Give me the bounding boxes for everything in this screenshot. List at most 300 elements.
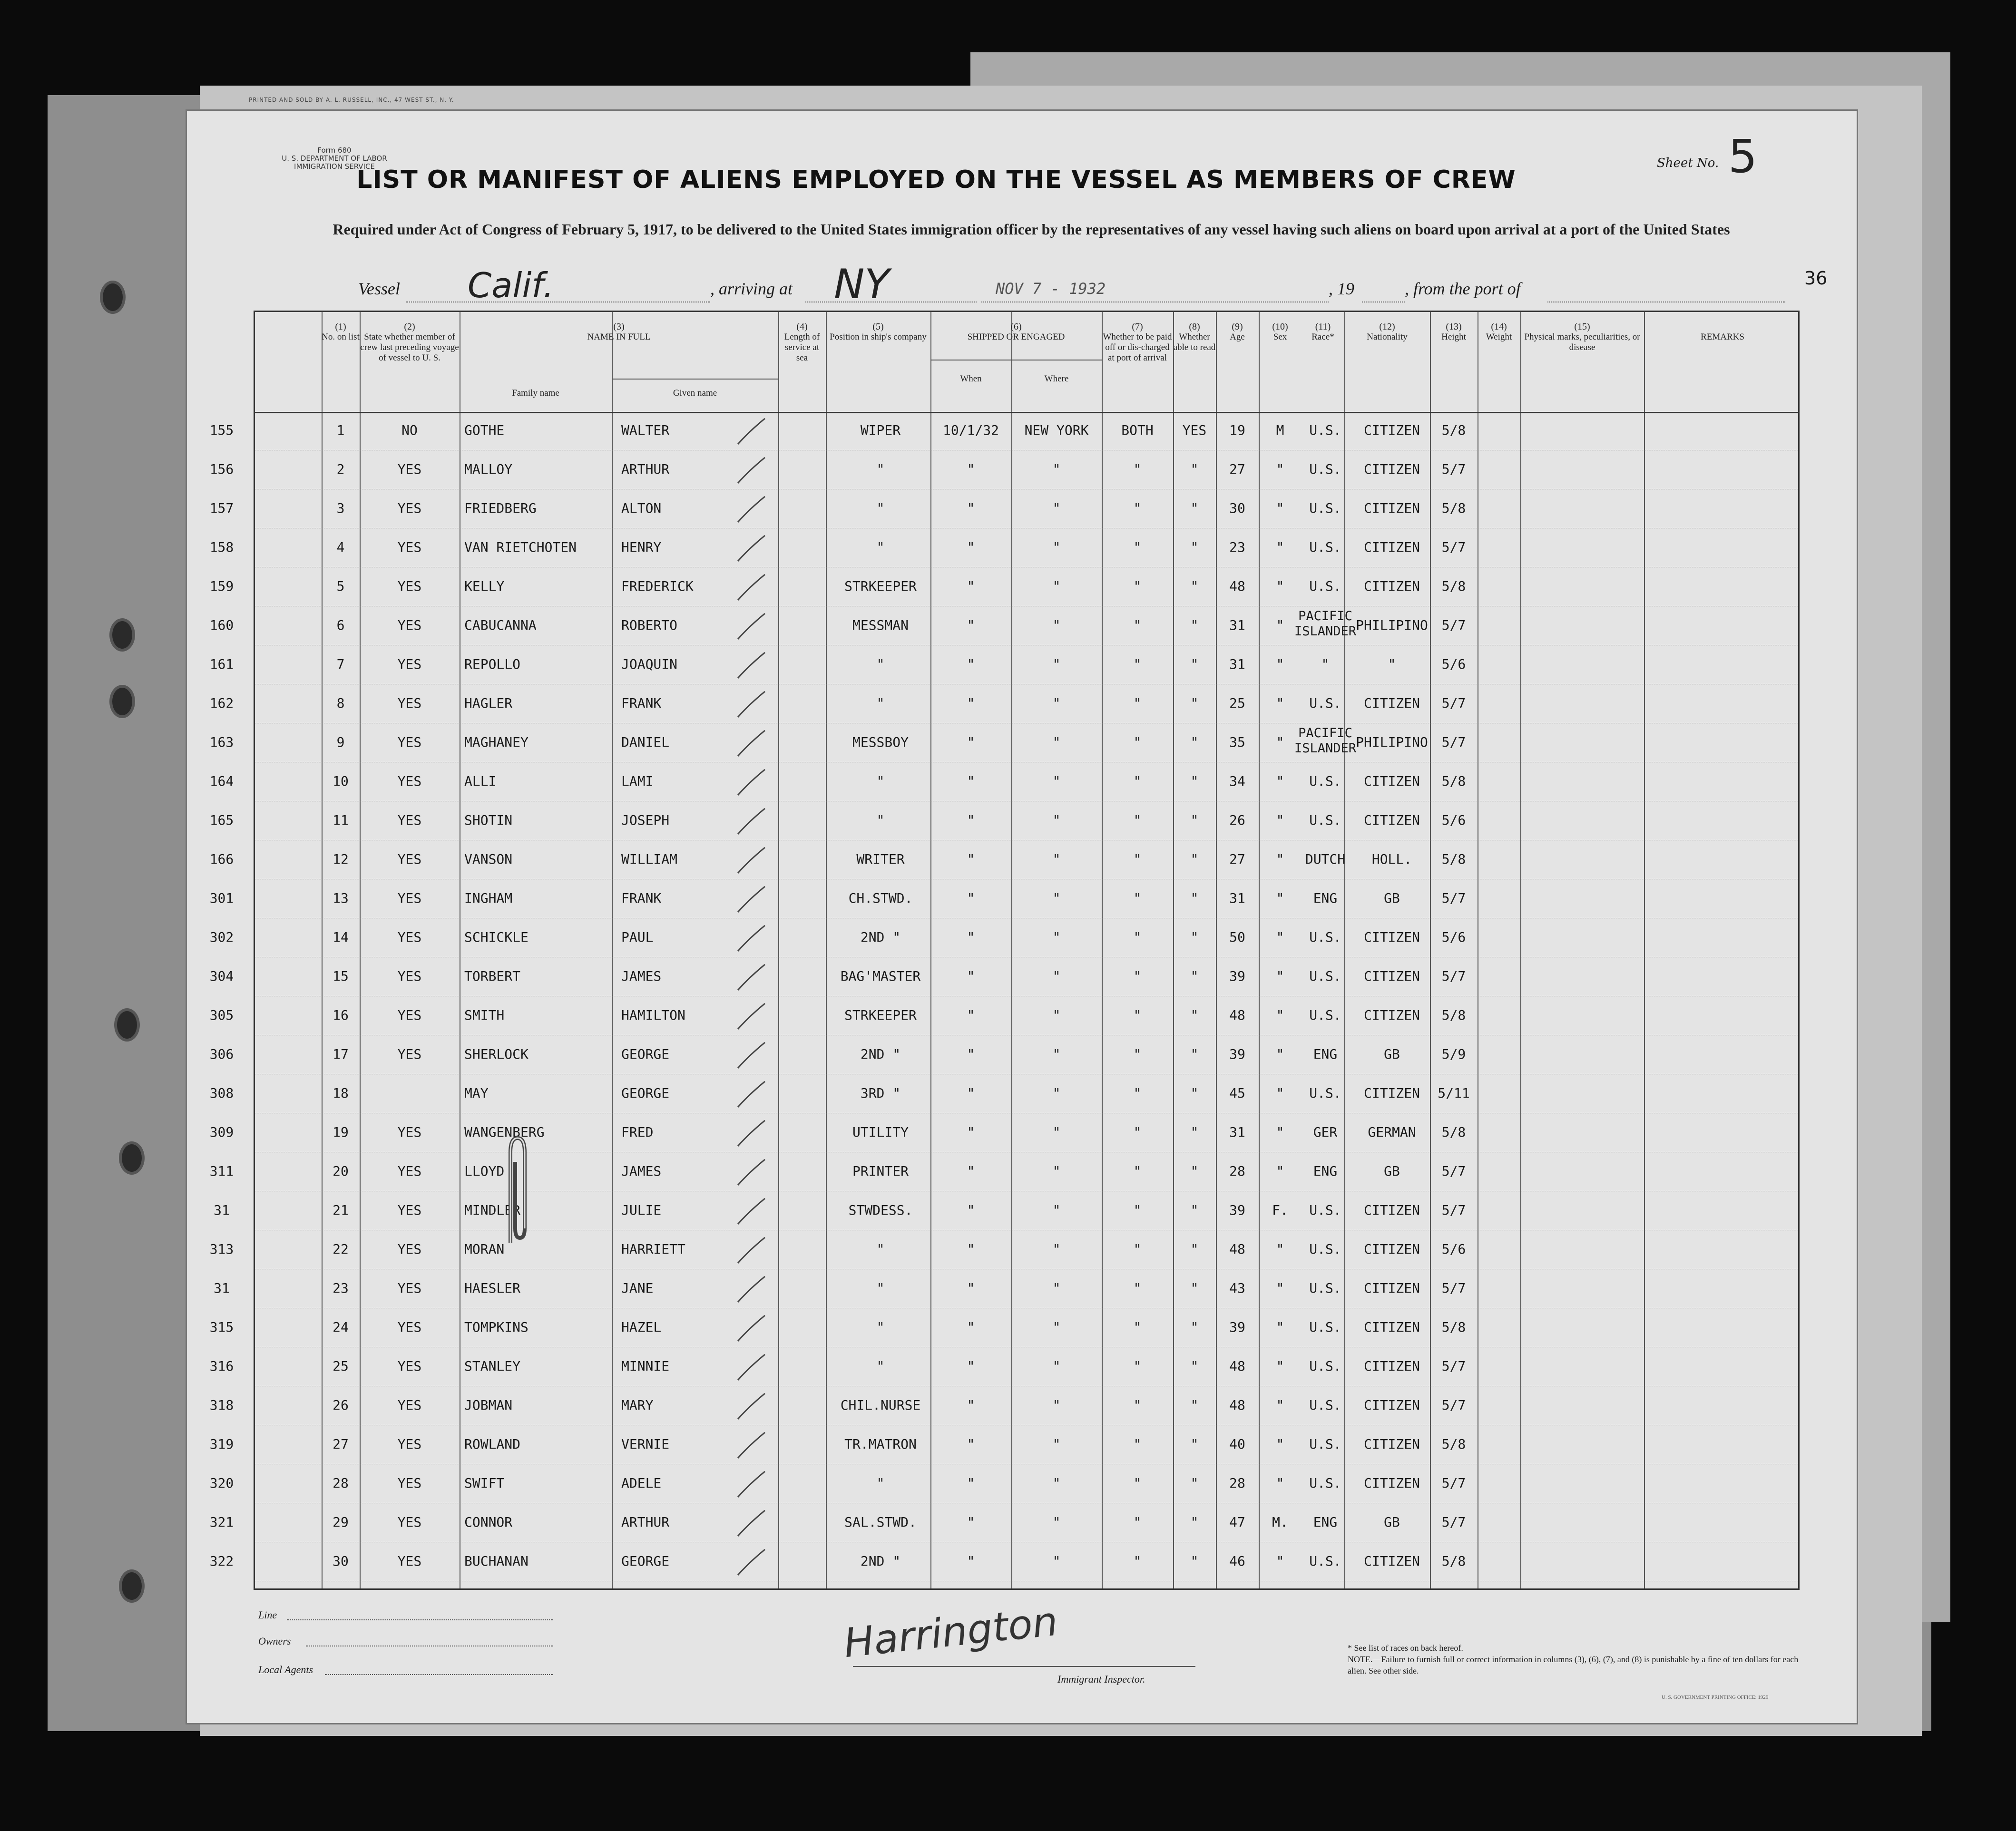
table-row	[209, 802, 1798, 840]
row-age: 48	[1229, 1007, 1245, 1023]
row-given-name: HAMILTON	[621, 1007, 685, 1023]
row-family-name: MORAN	[464, 1241, 505, 1257]
row-able-to-read: "	[1190, 617, 1199, 633]
service-tick-mark	[731, 1392, 769, 1420]
page-subtitle: Required under Act of Congress of February 5, 1917, to be delivered to the United States immigration officer by the representatives of any vessel having such aliens on board upon arrival at a port of the United States	[333, 221, 1730, 238]
table-row	[209, 841, 1798, 879]
row-sex: "	[1276, 1280, 1284, 1296]
service-tick-mark	[731, 729, 769, 757]
row-ref-number: 306	[209, 1046, 234, 1062]
printer-credit: PRINTED AND SOLD BY A. L. RUSSELL, INC., 47 WEST ST., N. Y.	[249, 97, 454, 103]
row-age: 43	[1229, 1280, 1245, 1296]
header-family-name: Family name	[512, 388, 559, 398]
row-position: WRITER	[856, 851, 905, 867]
punch-hole	[119, 1141, 145, 1175]
row-race: U.S.	[1309, 500, 1341, 516]
row-given-name: FRED	[621, 1124, 654, 1140]
row-sex: "	[1276, 1163, 1284, 1179]
table-row	[209, 1075, 1798, 1113]
row-position: CH.STWD.	[848, 890, 913, 906]
row-shipped-when: "	[967, 500, 975, 516]
row-race: U.S.	[1309, 1085, 1341, 1101]
row-family-name: LLOYD	[464, 1163, 505, 1179]
row-shipped-when: "	[967, 1124, 975, 1140]
row-shipped-where: "	[1052, 1397, 1061, 1413]
row-family-name: CONNOR	[464, 1514, 513, 1530]
row-position: BAG'MASTER	[840, 968, 921, 984]
table-row	[209, 1387, 1798, 1425]
row-shipped-when: "	[967, 1514, 975, 1530]
service-tick-mark	[731, 846, 769, 874]
row-nationality: CITIZEN	[1363, 1280, 1420, 1296]
department-name: U. S. DEPARTMENT OF LABOR	[282, 154, 387, 163]
year-label: , 19	[1329, 279, 1354, 298]
row-list-number: 10	[333, 773, 349, 789]
row-sex: "	[1276, 890, 1284, 906]
row-ref-number: 304	[209, 968, 234, 984]
row-nationality: CITIZEN	[1363, 578, 1420, 594]
punch-hole	[100, 281, 126, 314]
row-previous-voyage: YES	[397, 968, 422, 984]
row-paid-off: "	[1133, 1007, 1142, 1023]
row-age: 28	[1229, 1163, 1245, 1179]
row-list-number: 23	[333, 1280, 349, 1296]
row-list-number: 24	[333, 1319, 349, 1335]
row-family-name: ROWLAND	[464, 1436, 521, 1452]
row-age: 31	[1229, 617, 1245, 633]
row-previous-voyage: YES	[397, 1514, 422, 1530]
row-height: 5/7	[1441, 539, 1466, 555]
row-list-number: 6	[336, 617, 345, 633]
row-age: 39	[1229, 1319, 1245, 1335]
arriving-value: NY	[834, 261, 890, 308]
row-height: 5/8	[1441, 1124, 1466, 1140]
row-race: U.S.	[1309, 1436, 1341, 1452]
row-paid-off: "	[1133, 1241, 1142, 1257]
row-race: DUTCH	[1305, 851, 1346, 867]
row-sex: "	[1276, 1358, 1284, 1374]
row-shipped-when: "	[967, 968, 975, 984]
service-tick-mark	[731, 1158, 769, 1186]
row-height: 5/8	[1441, 422, 1466, 438]
header-length-service-label: Length of service at sea	[784, 332, 820, 363]
service-tick-mark	[731, 1197, 769, 1225]
row-shipped-when: "	[967, 656, 975, 672]
row-nationality: CITIZEN	[1363, 1553, 1420, 1569]
row-given-name: HAZEL	[621, 1319, 662, 1335]
row-height: 5/7	[1441, 1397, 1466, 1413]
row-age: 25	[1229, 695, 1245, 711]
row-shipped-where: "	[1052, 1553, 1061, 1569]
printing-office-credit: U. S. GOVERNMENT PRINTING OFFICE: 1929	[1662, 1695, 1769, 1700]
row-list-number: 28	[333, 1475, 349, 1491]
row-previous-voyage: YES	[397, 1475, 422, 1491]
row-shipped-when: "	[967, 734, 975, 750]
row-family-name: KELLY	[464, 578, 505, 594]
row-shipped-when: "	[967, 890, 975, 906]
row-position: 2ND "	[860, 1553, 901, 1569]
row-paid-off: "	[1133, 929, 1142, 945]
row-sex: "	[1276, 929, 1284, 945]
row-sex: "	[1276, 851, 1284, 867]
row-height: 5/6	[1441, 812, 1466, 828]
row-race: ENG	[1313, 1163, 1338, 1179]
punch-hole	[114, 1008, 140, 1042]
row-shipped-when: "	[967, 1202, 975, 1218]
row-position: PRINTER	[852, 1163, 909, 1179]
row-height: 5/7	[1441, 1202, 1466, 1218]
service-tick-mark	[731, 885, 769, 913]
row-age: 40	[1229, 1436, 1245, 1452]
row-sex: "	[1276, 1397, 1284, 1413]
header-read-label: Whether able to read	[1173, 332, 1216, 352]
row-list-number: 27	[333, 1436, 349, 1452]
row-age: 27	[1229, 461, 1245, 477]
row-family-name: BUCHANAN	[464, 1553, 528, 1569]
signature-line	[853, 1666, 1195, 1667]
row-shipped-when: "	[967, 539, 975, 555]
row-age: 47	[1229, 1514, 1245, 1530]
row-family-name: GOTHE	[464, 422, 505, 438]
header-position-num: (5)	[872, 321, 884, 332]
header-physical-marks-num: (15)	[1574, 321, 1590, 332]
row-race: U.S.	[1309, 1241, 1341, 1257]
row-previous-voyage: YES	[397, 656, 422, 672]
row-previous-voyage: YES	[397, 1280, 422, 1296]
service-tick-mark	[731, 1509, 769, 1537]
row-paid-off: "	[1133, 851, 1142, 867]
table-row	[209, 997, 1798, 1035]
paper-clip	[501, 1133, 534, 1247]
service-tick-mark	[731, 924, 769, 952]
row-ref-number: 313	[209, 1241, 234, 1257]
row-height: 5/7	[1441, 890, 1466, 906]
row-shipped-where: "	[1052, 1280, 1061, 1296]
row-race: U.S.	[1309, 1397, 1341, 1413]
header-position	[826, 312, 930, 412]
row-shipped-where: "	[1052, 1514, 1061, 1530]
header-remarks	[1644, 312, 1801, 412]
row-family-name: WANGENBERG	[464, 1124, 545, 1140]
table-row	[209, 568, 1798, 606]
row-able-to-read: "	[1190, 929, 1199, 945]
table-row	[209, 1036, 1798, 1074]
row-shipped-where: "	[1052, 1358, 1061, 1374]
row-height: 5/8	[1441, 1436, 1466, 1452]
header-race	[1302, 312, 1344, 412]
row-previous-voyage: YES	[397, 851, 422, 867]
row-list-number: 16	[333, 1007, 349, 1023]
row-shipped-when: "	[967, 1397, 975, 1413]
row-able-to-read: "	[1190, 461, 1199, 477]
vessel-line	[358, 261, 1785, 308]
row-race: U.S.	[1309, 1007, 1341, 1023]
row-shipped-when: "	[967, 461, 975, 477]
header-paid-off-num: (7)	[1132, 321, 1143, 332]
row-nationality: CITIZEN	[1363, 812, 1420, 828]
row-position: "	[876, 773, 885, 789]
service-tick-mark	[731, 1353, 769, 1381]
header-given-name: Given name	[673, 388, 717, 398]
row-age: 50	[1229, 929, 1245, 945]
row-paid-off: "	[1133, 1085, 1142, 1101]
row-height: 5/8	[1441, 1553, 1466, 1569]
row-sex: "	[1276, 656, 1284, 672]
header-physical-marks	[1520, 312, 1644, 412]
row-given-name: WILLIAM	[621, 851, 678, 867]
service-name: IMMIGRATION SERVICE	[294, 162, 375, 171]
row-nationality: PHILIPINO	[1356, 734, 1428, 750]
row-list-number: 5	[336, 578, 345, 594]
row-ref-number: 318	[209, 1397, 234, 1413]
row-previous-voyage: YES	[397, 812, 422, 828]
row-able-to-read: "	[1190, 1046, 1199, 1062]
row-given-name: PAUL	[621, 929, 654, 945]
row-given-name: GEORGE	[621, 1085, 670, 1101]
row-able-to-read: "	[1190, 1553, 1199, 1569]
row-sex: "	[1276, 617, 1284, 633]
row-sex: "	[1276, 1475, 1284, 1491]
header-position-label: Position in ship's company	[830, 332, 927, 342]
row-sex: "	[1276, 1124, 1284, 1140]
row-list-number: 8	[336, 695, 345, 711]
row-age: 39	[1229, 1046, 1245, 1062]
row-ref-number: 157	[209, 500, 234, 516]
row-age: 19	[1229, 422, 1245, 438]
row-list-number: 19	[333, 1124, 349, 1140]
row-shipped-when: "	[967, 1085, 975, 1101]
row-race: "	[1321, 656, 1330, 672]
row-position: TR.MATRON	[844, 1436, 917, 1452]
row-ref-number: 158	[209, 539, 234, 555]
row-shipped-where: "	[1052, 539, 1061, 555]
row-paid-off: "	[1133, 1046, 1142, 1062]
row-race: U.S.	[1309, 1280, 1341, 1296]
punch-hole	[109, 685, 135, 718]
row-ref-number: 156	[209, 461, 234, 477]
row-given-name: JAMES	[621, 1163, 662, 1179]
row-height: 5/8	[1441, 1319, 1466, 1335]
row-sex: "	[1276, 968, 1284, 984]
header-no	[322, 312, 360, 412]
row-paid-off: "	[1133, 539, 1142, 555]
row-list-number: 14	[333, 929, 349, 945]
row-nationality: CITIZEN	[1363, 773, 1420, 789]
header-sex-num: (10)	[1272, 321, 1288, 332]
row-ref-number: 311	[209, 1163, 234, 1179]
header-previous-voyage-num: (2)	[404, 321, 415, 332]
row-ref-number: 160	[209, 617, 234, 633]
row-paid-off: "	[1133, 500, 1142, 516]
row-height: 5/8	[1441, 773, 1466, 789]
row-nationality: CITIZEN	[1363, 1475, 1420, 1491]
service-tick-mark	[731, 1080, 769, 1108]
row-ref-number: 166	[209, 851, 234, 867]
row-age: 31	[1229, 1124, 1245, 1140]
row-given-name: VERNIE	[621, 1436, 670, 1452]
row-ref-number: 301	[209, 890, 234, 906]
row-shipped-when: "	[967, 1475, 975, 1491]
row-previous-voyage: YES	[397, 1046, 422, 1062]
row-age: 23	[1229, 539, 1245, 555]
punch-hole	[109, 618, 135, 652]
header-age-num: (9)	[1232, 321, 1243, 332]
row-paid-off: "	[1133, 968, 1142, 984]
header-sex	[1259, 312, 1302, 412]
row-able-to-read: "	[1190, 1007, 1199, 1023]
row-previous-voyage: YES	[397, 1553, 422, 1569]
row-given-name: MARY	[621, 1397, 654, 1413]
row-given-name: LAMI	[621, 773, 654, 789]
row-previous-voyage: YES	[397, 1436, 422, 1452]
row-family-name: STANLEY	[464, 1358, 521, 1374]
row-family-name: ALLI	[464, 773, 497, 789]
row-height: 5/6	[1441, 656, 1466, 672]
row-position: SAL.STWD.	[844, 1514, 917, 1530]
row-nationality: CITIZEN	[1363, 1436, 1420, 1452]
row-race: U.S.	[1309, 539, 1341, 555]
row-height: 5/8	[1441, 851, 1466, 867]
row-family-name: HAESLER	[464, 1280, 521, 1296]
header-nationality-label: Nationality	[1367, 332, 1408, 342]
table-row	[209, 1504, 1798, 1542]
row-height: 5/7	[1441, 968, 1466, 984]
row-previous-voyage: YES	[397, 1124, 422, 1140]
row-race: U.S.	[1309, 968, 1341, 984]
from-port-label: , from the port of	[1405, 279, 1521, 298]
row-height: 5/7	[1441, 617, 1466, 633]
row-age: 45	[1229, 1085, 1245, 1101]
row-list-number: 3	[336, 500, 345, 516]
header-when: When	[960, 374, 982, 384]
row-previous-voyage: YES	[397, 500, 422, 516]
row-shipped-when: "	[967, 812, 975, 828]
row-previous-voyage: YES	[397, 734, 422, 750]
row-paid-off: "	[1133, 656, 1142, 672]
row-nationality: GB	[1384, 1046, 1400, 1062]
row-nationality: CITIZEN	[1363, 929, 1420, 945]
header-age	[1216, 312, 1259, 412]
row-shipped-when: "	[967, 1553, 975, 1569]
table-row	[209, 685, 1798, 723]
row-nationality: CITIZEN	[1363, 539, 1420, 555]
row-family-name: VANSON	[464, 851, 513, 867]
row-paid-off: "	[1133, 1202, 1142, 1218]
row-ref-number: 162	[209, 695, 234, 711]
row-able-to-read: "	[1190, 1475, 1199, 1491]
row-sex: "	[1276, 578, 1284, 594]
row-family-name: VAN RIETCHOTEN	[464, 539, 577, 555]
row-able-to-read: "	[1190, 1202, 1199, 1218]
row-paid-off: "	[1133, 890, 1142, 906]
row-age: 39	[1229, 1202, 1245, 1218]
row-paid-off: "	[1133, 1436, 1142, 1452]
row-ref-number: 322	[209, 1553, 234, 1569]
row-paid-off: "	[1133, 617, 1142, 633]
row-list-number: 18	[333, 1085, 349, 1101]
row-paid-off: "	[1133, 461, 1142, 477]
row-nationality: CITIZEN	[1363, 422, 1420, 438]
row-shipped-when: "	[967, 578, 975, 594]
row-previous-voyage: YES	[397, 578, 422, 594]
row-family-name: FRIEDBERG	[464, 500, 537, 516]
row-nationality: CITIZEN	[1363, 1085, 1420, 1101]
row-shipped-where: "	[1052, 1163, 1061, 1179]
row-sex: "	[1276, 812, 1284, 828]
row-position: "	[876, 461, 885, 477]
header-race-num: (11)	[1315, 321, 1331, 332]
row-able-to-read: "	[1190, 812, 1199, 828]
row-ref-number: 155	[209, 422, 234, 438]
row-shipped-where: "	[1052, 773, 1061, 789]
row-list-number: 11	[333, 812, 349, 828]
row-shipped-when: "	[967, 1358, 975, 1374]
row-paid-off: "	[1133, 1475, 1142, 1491]
row-position: "	[876, 539, 885, 555]
header-no-label: No. on list	[322, 332, 360, 342]
table-row	[209, 1309, 1798, 1347]
row-race: U.S.	[1309, 1475, 1341, 1491]
row-height: 5/8	[1441, 578, 1466, 594]
service-tick-mark	[731, 651, 769, 679]
row-height: 5/7	[1441, 461, 1466, 477]
row-list-number: 21	[333, 1202, 349, 1218]
row-shipped-where: "	[1052, 617, 1061, 633]
table-row	[209, 646, 1798, 684]
row-height: 5/8	[1441, 500, 1466, 516]
row-height: 5/8	[1441, 1007, 1466, 1023]
row-previous-voyage: YES	[397, 1007, 422, 1023]
header-height-num: (13)	[1446, 321, 1462, 332]
row-able-to-read: "	[1190, 539, 1199, 555]
row-shipped-where: "	[1052, 461, 1061, 477]
row-nationality: "	[1388, 656, 1396, 672]
row-previous-voyage: YES	[397, 929, 422, 945]
row-family-name: INGHAM	[464, 890, 513, 906]
row-able-to-read: "	[1190, 734, 1199, 750]
penalty-note: NOTE.—Failure to furnish full or correct information in columns (3), (6), (7), and (8) is punishable by a fine of ten dollars for each alien. See other side.	[1348, 1655, 1799, 1675]
header-name-num: (3)	[613, 321, 625, 332]
service-tick-mark	[731, 1314, 769, 1342]
sheet-number-value: 5	[1728, 130, 1758, 183]
row-shipped-where: "	[1052, 890, 1061, 906]
punch-hole	[119, 1569, 145, 1603]
row-family-name: SMITH	[464, 1007, 505, 1023]
row-list-number: 9	[336, 734, 345, 750]
row-previous-voyage: YES	[397, 1319, 422, 1335]
row-nationality: HOLL.	[1371, 851, 1412, 867]
row-race: U.S.	[1309, 1319, 1341, 1335]
row-ref-number: 305	[209, 1007, 234, 1023]
row-race: ENG	[1313, 1514, 1338, 1530]
row-position: "	[876, 656, 885, 672]
row-able-to-read: "	[1190, 695, 1199, 711]
header-shipped-label: SHIPPED OR ENGAGED	[967, 332, 1065, 342]
service-tick-mark	[731, 495, 769, 523]
row-previous-voyage: YES	[397, 1358, 422, 1374]
header-nationality-num: (12)	[1379, 321, 1395, 332]
row-list-number: 30	[333, 1553, 349, 1569]
row-sex: "	[1276, 1553, 1284, 1569]
row-race: U.S.	[1309, 1202, 1341, 1218]
service-tick-mark	[731, 768, 769, 796]
row-family-name: REPOLLO	[464, 656, 521, 672]
row-age: 31	[1229, 890, 1245, 906]
row-previous-voyage: YES	[397, 695, 422, 711]
row-list-number: 7	[336, 656, 345, 672]
header-race-label: Race*	[1311, 332, 1334, 342]
row-race: ENG	[1313, 890, 1338, 906]
